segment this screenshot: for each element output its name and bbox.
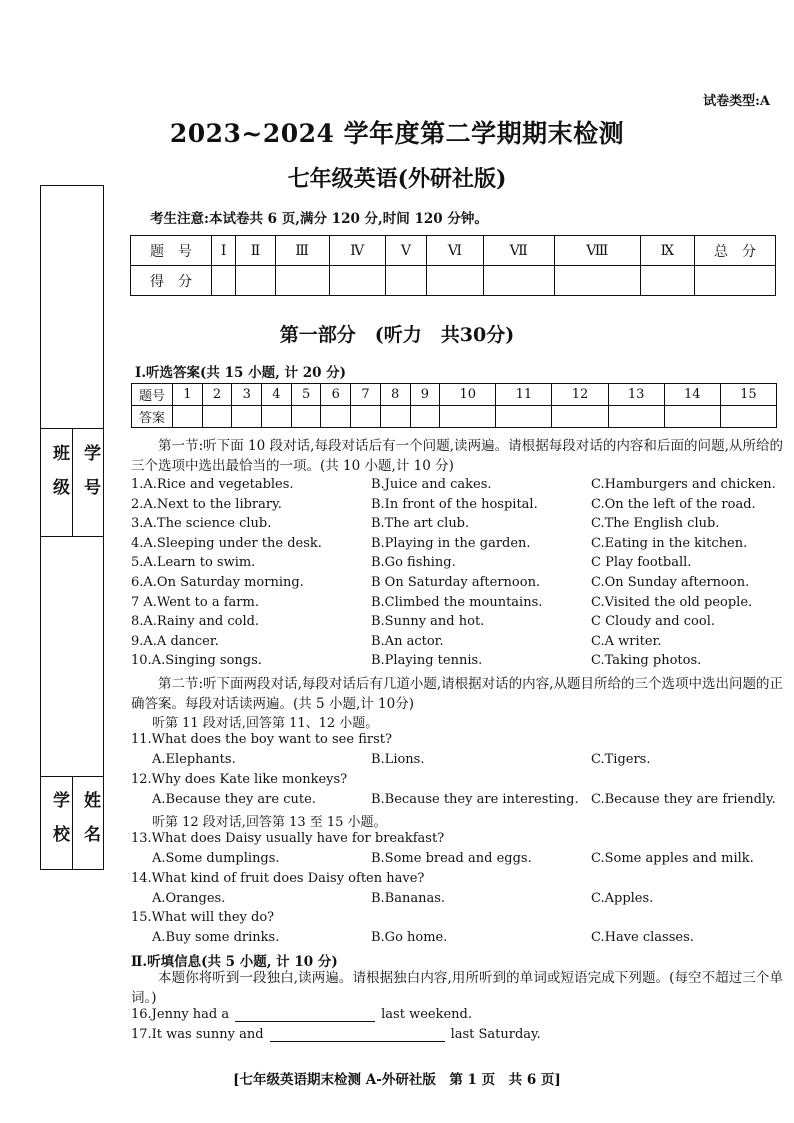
answer-blank-cell[interactable]: [321, 406, 351, 428]
exam-notice: 考生注意:本试卷共 6 页,满分 120 分,时间 120 分钟。: [150, 211, 488, 227]
question-row: [131, 575, 783, 595]
option-b[interactable]: B.Bananas.: [371, 891, 446, 906]
option-a[interactable]: 8.A.Rainy and cold.: [131, 614, 260, 630]
score-header-cell: Ⅳ: [329, 236, 385, 266]
part1-title: 第一部分 (听力 共30分): [279, 324, 515, 346]
option-b[interactable]: B.Go home.: [371, 930, 448, 945]
score-cell[interactable]: [427, 266, 483, 296]
option-c[interactable]: C.Because they are friendly.: [591, 792, 776, 807]
q16-blank[interactable]: [235, 1007, 375, 1022]
answer-blank-cell[interactable]: [608, 406, 664, 428]
q16-prefix: 16.Jenny had a: [131, 1007, 230, 1022]
answer-blank-cell[interactable]: [410, 406, 440, 428]
option-c[interactable]: C.Taking photos.: [591, 653, 702, 669]
question-13: [131, 831, 783, 851]
answer-number-cell: 4: [262, 384, 292, 406]
answer-blank-cell[interactable]: [380, 406, 410, 428]
q17-suffix: last Saturday.: [450, 1027, 541, 1042]
option-a[interactable]: A.Some dumplings.: [152, 851, 280, 866]
answer-header-label: 题号: [132, 384, 173, 406]
score-cell[interactable]: [385, 266, 427, 296]
question-17: [131, 1027, 783, 1047]
option-c[interactable]: C.On the left of the road.: [591, 496, 756, 512]
option-a[interactable]: 7 A.Went to a farm.: [131, 594, 259, 610]
score-cell[interactable]: [236, 266, 275, 296]
question-11: [131, 732, 783, 752]
q16-suffix: last weekend.: [381, 1007, 472, 1022]
score-header-cell: 题 号: [131, 236, 212, 266]
q17-blank[interactable]: [270, 1027, 445, 1042]
score-header-cell: Ⅵ: [427, 236, 483, 266]
option-b[interactable]: B.Juice and cakes.: [371, 477, 492, 492]
question-14: [131, 871, 783, 891]
exam-subtitle: 七年级英语(外研社版): [287, 166, 507, 192]
score-table: [130, 235, 776, 296]
option-c[interactable]: C.Some apples and milk.: [591, 851, 754, 866]
listen-note-text: 听第 11 段对话,回答第 11、12 小题。: [152, 716, 379, 731]
option-a[interactable]: 2.A.Next to the library.: [131, 496, 282, 512]
option-c[interactable]: C Play football.: [591, 555, 692, 571]
question-row: [131, 614, 783, 634]
option-c[interactable]: C.On Sunday afternoon.: [591, 575, 750, 590]
option-b[interactable]: B.Some bread and eggs.: [371, 851, 532, 866]
score-header-cell: Ⅱ: [236, 236, 275, 266]
answer-blank-cell[interactable]: [173, 406, 203, 428]
score-header-cell: Ⅸ: [640, 236, 694, 266]
score-cell[interactable]: [483, 266, 554, 296]
answer-blank-cell[interactable]: [291, 406, 321, 428]
listen-12-note: [131, 811, 783, 831]
answer-blank-cell[interactable]: [720, 406, 776, 428]
option-b[interactable]: B.Lions.: [371, 752, 425, 767]
page-footer: [七年级英语期末检测 A-外研社版 第 1 页 共 6 页]: [233, 1072, 561, 1088]
name-field-label: 姓 名: [80, 791, 100, 842]
answer-blank-cell[interactable]: [552, 406, 608, 428]
option-a[interactable]: A.Oranges.: [152, 891, 226, 906]
option-a[interactable]: A.Because they are cute.: [152, 792, 316, 807]
section-title-text: Ⅱ.听填信息(共 5 小题, 计 10 分): [131, 954, 338, 970]
listen-note-text: 听第 12 段对话,回答第 13 至 15 小题。: [152, 815, 387, 830]
fill-question: [131, 1007, 472, 1022]
answer-number-cell: 5: [291, 384, 321, 406]
strip-divider: [41, 536, 103, 537]
class-field-label: 班 级: [49, 444, 69, 495]
score-cell[interactable]: [695, 266, 776, 296]
answer-blank-cell[interactable]: [262, 406, 292, 428]
section1-title: Ⅰ.听选答案(共 15 小题, 计 20 分): [135, 365, 347, 381]
part-b-instructions: 第二节:听下面两段对话,每段对话后有几道小题,请根据对话的内容,从题目所给的三个选项中选出问题的正确答案。每段对话读两遍。(共 5 小题,计 10分): [131, 676, 783, 712]
question-row: [131, 516, 783, 536]
answer-number-cell: 8: [380, 384, 410, 406]
option-c[interactable]: C.Apples.: [591, 891, 654, 906]
option-a[interactable]: 4.A.Sleeping under the desk.: [131, 535, 322, 551]
question-14-options: [131, 891, 783, 911]
answer-number-cell: 1: [173, 384, 203, 406]
option-b[interactable]: B.The art club.: [371, 516, 470, 532]
option-c[interactable]: C.Eating in the kitchen.: [591, 535, 748, 551]
score-header-cell: Ⅷ: [554, 236, 640, 266]
answer-number-cell: 7: [351, 384, 381, 406]
student-info-strip: [40, 185, 104, 870]
answer-number-cell: 3: [232, 384, 262, 406]
answer-number-cell: 13: [608, 384, 664, 406]
score-cell[interactable]: [554, 266, 640, 296]
paper-type-label: 试卷类型:A: [703, 94, 770, 109]
answer-blank-cell[interactable]: [202, 406, 232, 428]
option-a[interactable]: 3.A.The science club.: [131, 516, 272, 532]
option-b[interactable]: B.An actor.: [371, 633, 444, 649]
question-row: [131, 653, 783, 673]
question-15-options: [131, 930, 783, 950]
listen-11-note: [131, 712, 783, 732]
option-a[interactable]: A.Elephants.: [152, 752, 236, 767]
question-row: [131, 536, 783, 556]
answer-number-cell: 15: [720, 384, 776, 406]
question-row: [131, 595, 783, 615]
answer-blank-cell[interactable]: [351, 406, 381, 428]
score-cell[interactable]: [640, 266, 694, 296]
answer-number-cell: 12: [552, 384, 608, 406]
score-table-score-row: [131, 266, 776, 296]
answer-number-cell: 6: [321, 384, 351, 406]
option-c[interactable]: C.Have classes.: [591, 930, 694, 945]
answer-number-cell: 10: [440, 384, 496, 406]
section2-instructions: 本题你将听到一段独白,读两遍。请根据独白内容,用所听到的单词或短语完成下列题。(每空不超过三个单词。): [131, 970, 783, 1006]
question-12-options: [131, 792, 783, 812]
score-cell[interactable]: [275, 266, 329, 296]
option-c[interactable]: C.Visited the old people.: [591, 594, 753, 610]
student-number-field-label: 学 号: [80, 444, 100, 495]
exam-title: 2023~2024 学年度第二学期期末检测: [169, 119, 625, 148]
option-c[interactable]: C.A writer.: [591, 633, 662, 649]
option-b[interactable]: B.Go fishing.: [371, 555, 456, 571]
answer-blank-cell[interactable]: [664, 406, 720, 428]
question-text: 13.What does Daisy usually have for breakfast?: [131, 831, 445, 846]
answer-number-row: [132, 384, 777, 406]
score-cell[interactable]: [212, 266, 236, 296]
option-b[interactable]: B.In front of the hospital.: [371, 496, 538, 512]
question-15: [131, 910, 783, 930]
option-b[interactable]: B.Climbed the mountains.: [371, 594, 543, 610]
question-row: [131, 497, 783, 517]
answer-row-label: 答案: [132, 406, 173, 428]
answer-blank-row: [132, 406, 777, 428]
option-a[interactable]: A.Buy some drinks.: [152, 930, 280, 945]
option-b[interactable]: B.Sunny and hot.: [371, 614, 485, 630]
question-row: [131, 634, 783, 654]
question-16: [131, 1007, 783, 1027]
option-b[interactable]: B.Playing in the garden.: [371, 535, 531, 551]
option-c[interactable]: C.Hamburgers and chicken.: [591, 477, 776, 492]
fill-question: [131, 1027, 541, 1042]
score-cell[interactable]: [329, 266, 385, 296]
score-header-cell: Ⅲ: [275, 236, 329, 266]
question-row: [131, 555, 783, 575]
score-header-cell: Ⅰ: [212, 236, 236, 266]
answer-number-cell: 2: [202, 384, 232, 406]
answer-blank-cell[interactable]: [440, 406, 496, 428]
option-c[interactable]: C.Tigers.: [591, 752, 651, 767]
score-header-cell: Ⅴ: [385, 236, 427, 266]
answer-number-cell: 14: [664, 384, 720, 406]
option-a[interactable]: 9.A.A dancer.: [131, 633, 219, 649]
section2-title: [131, 950, 783, 970]
option-a[interactable]: 6.A.On Saturday morning.: [131, 575, 304, 590]
option-a[interactable]: 1.A.Rice and vegetables.: [131, 477, 294, 492]
option-a[interactable]: 10.A.Singing songs.: [131, 653, 262, 669]
option-b[interactable]: B.Playing tennis.: [371, 653, 483, 669]
school-field-label: 学 校: [49, 791, 69, 842]
answer-table: [131, 383, 777, 428]
answer-number-cell: 9: [410, 384, 440, 406]
option-b[interactable]: B On Saturday afternoon.: [371, 575, 541, 590]
option-c[interactable]: C.The English club.: [591, 516, 720, 532]
score-header-cell: 总 分: [695, 236, 776, 266]
question-row: [131, 477, 783, 497]
part-a-instructions: 第一节:听下面 10 段对话,每段对话后有一个问题,读两遍。请根据每段对话的内容和后面的问题,从所给的三个选项中选出最恰当的一项。(共 10 小题,计 10 分): [131, 438, 783, 474]
question-text: 11.What does the boy want to see first?: [131, 732, 392, 747]
question-text: 12.Why does Kate like monkeys?: [131, 772, 348, 787]
question-text: 15.What will they do?: [131, 910, 275, 925]
score-table-header-row: [131, 236, 776, 266]
option-a[interactable]: 5.A.Learn to swim.: [131, 555, 256, 571]
answer-number-cell: 11: [496, 384, 552, 406]
answer-blank-cell[interactable]: [232, 406, 262, 428]
question-13-options: [131, 851, 783, 871]
question-12: [131, 772, 783, 792]
answer-blank-cell[interactable]: [496, 406, 552, 428]
option-b[interactable]: B.Because they are interesting.: [371, 792, 579, 807]
score-header-cell: Ⅶ: [483, 236, 554, 266]
option-c[interactable]: C Cloudy and cool.: [591, 614, 715, 630]
score-row-label: 得 分: [131, 266, 212, 296]
q17-prefix: 17.It was sunny and: [131, 1027, 264, 1042]
question-11-options: [131, 752, 783, 772]
question-text: 14.What kind of fruit does Daisy often have?: [131, 871, 425, 886]
